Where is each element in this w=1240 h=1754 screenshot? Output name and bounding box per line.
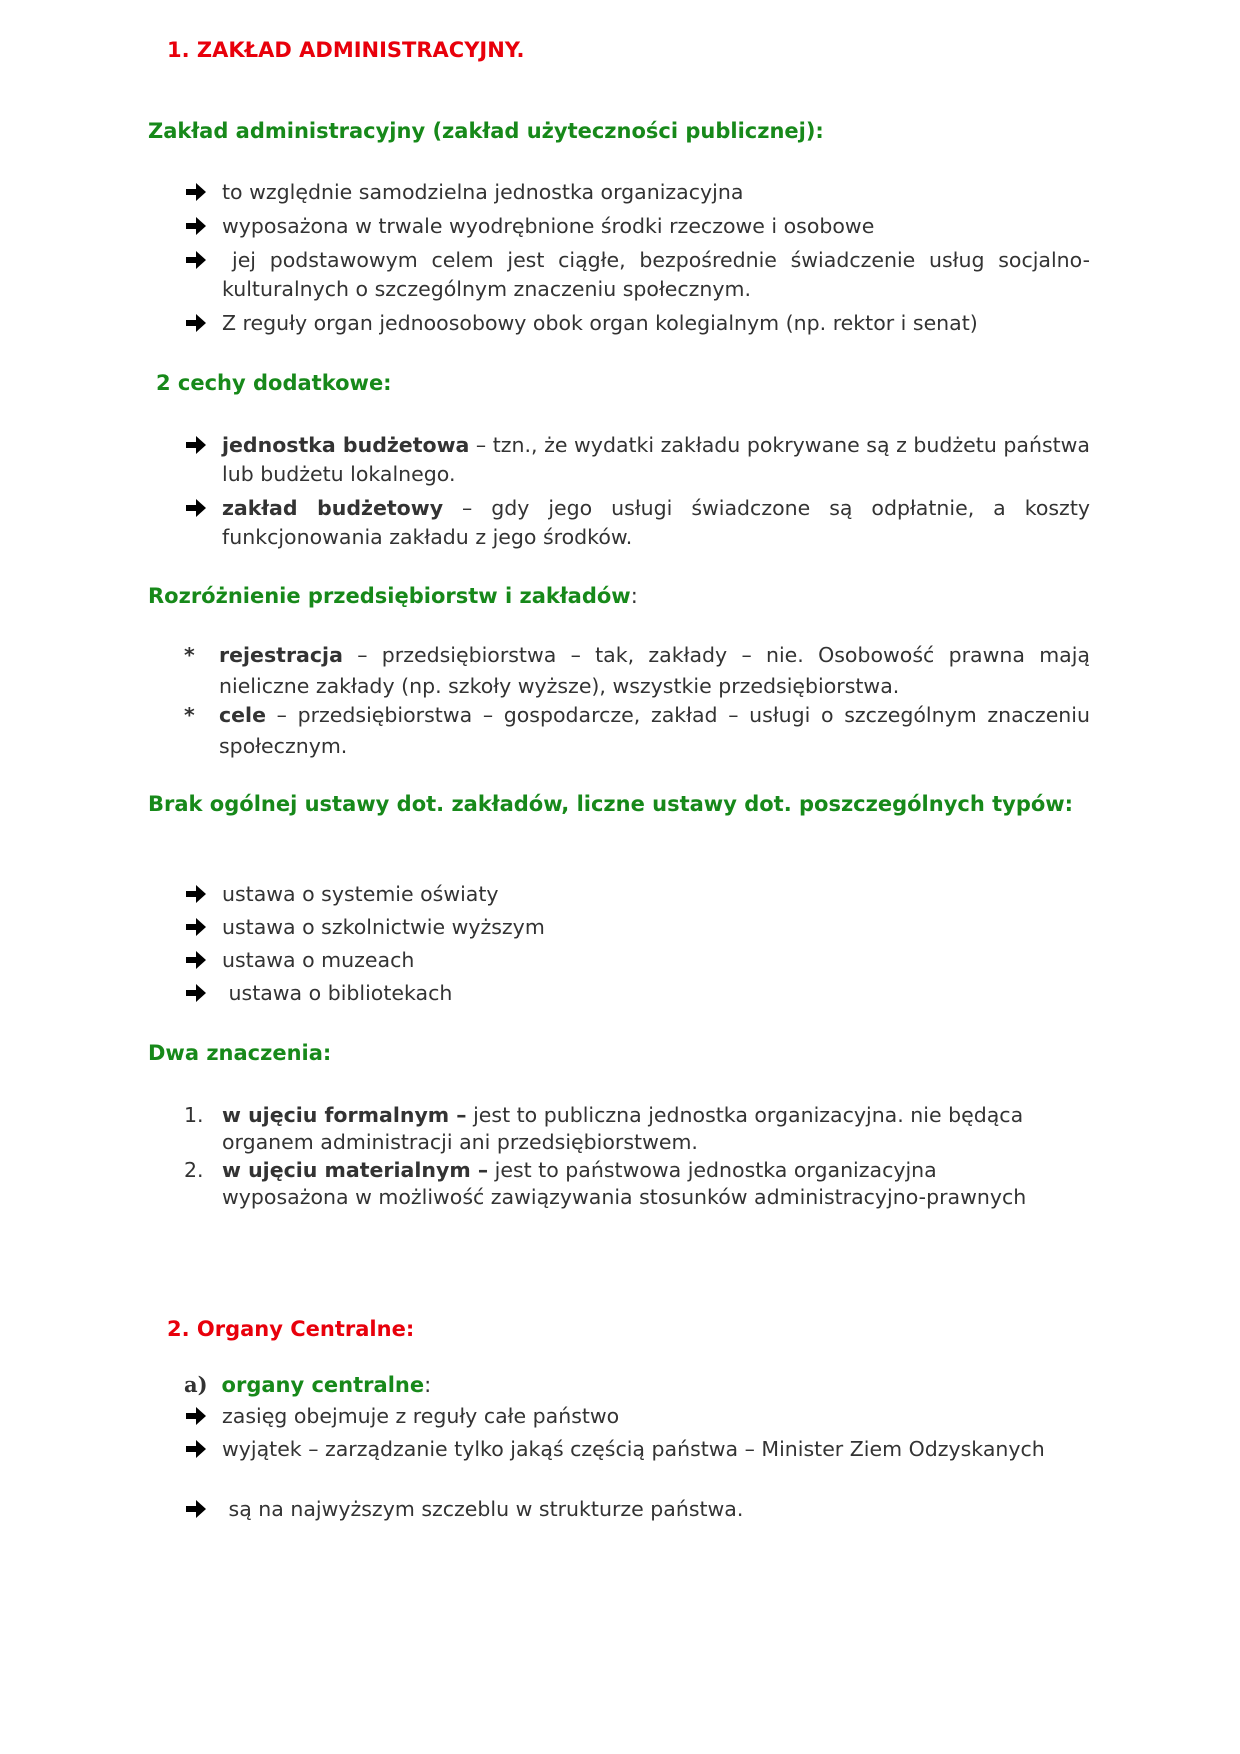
laws-heading: Brak ogólnej ustawy dot. zakładów, liczne ustawy dot. poszczególnych typów:: [148, 792, 1074, 816]
features-heading: 2 cechy dodatkowe:: [156, 371, 392, 395]
arrow-right-icon: [184, 250, 208, 270]
list-item: * rejestracja – przedsiębiorstwa – tak, zakłady – nie. Osobowość prawna mają nieliczne zakłady (np. szkoły wyższe), wszystkie przedsiębiorstwa.: [184, 640, 1090, 702]
subsection-heading: a) organy centralne:: [184, 1372, 432, 1397]
arrow-right-icon: [184, 435, 208, 455]
arrow-right-icon: [184, 917, 208, 937]
arrow-right-icon: [184, 1439, 208, 1459]
list-item: ustawa o muzeach: [184, 946, 1090, 975]
list-item: wyposażona w trwale wyodrębnione środki rzeczowe i osobowe: [184, 212, 1090, 241]
list-item: Z reguły organ jednoosobowy obok organ kolegialnym (np. rektor i senat): [184, 309, 1090, 338]
list-item: * cele – przedsiębiorstwa – gospodarcze, zakład – usługi o szczególnym znaczeniu społecznym.: [184, 700, 1090, 762]
list-item: zakład budżetowy – gdy jego usługi świadczone są odpłatnie, a koszty funkcjonowania zakładu z jego środków.: [184, 494, 1090, 552]
list-item: są na najwyższym szczeblu w strukturze państwa.: [184, 1495, 1090, 1524]
list-item: zasięg obejmuje z reguły całe państwo: [184, 1402, 1090, 1431]
asterisk-marker: *: [184, 643, 195, 667]
differences-heading: Rozróżnienie przedsiębiorstw i zakładów:: [148, 584, 638, 608]
list-item: jednostka budżetowa – tzn., że wydatki zakładu pokrywane są z budżetu państwa lub budżetu lokalnego.: [184, 431, 1090, 489]
list-item: ustawa o bibliotekach: [184, 979, 1090, 1008]
numbered-item: 1. w ujęciu formalnym – jest to publiczna jednostka organizacyjna. nie będąca organem administracji ani przedsiębiorstwem.: [184, 1103, 1024, 1154]
arrow-right-icon: [184, 498, 208, 518]
list-item: ustawa o systemie oświaty: [184, 880, 1090, 909]
arrow-right-icon: [184, 884, 208, 904]
arrow-right-icon: [184, 182, 208, 202]
arrow-right-icon: [184, 950, 208, 970]
arrow-right-icon: [184, 1499, 208, 1519]
list-item: wyjątek – zarządzanie tylko jakąś częścią państwa – Minister Ziem Odzyskanych: [184, 1435, 1090, 1464]
arrow-right-icon: [184, 313, 208, 333]
list-item: ustawa o szkolnictwie wyższym: [184, 913, 1090, 942]
arrow-right-icon: [184, 216, 208, 236]
meanings-heading: Dwa znaczenia:: [148, 1041, 332, 1065]
section-1-title: 1. ZAKŁAD ADMINISTRACYJNY.: [167, 38, 525, 62]
asterisk-marker: *: [184, 703, 195, 727]
definition-heading: Zakład administracyjny (zakład użyteczności publicznej):: [148, 119, 824, 143]
numbered-item: 2. w ujęciu materialnym – jest to państwowa jednostka organizacyjna wyposażona w możliwość zawiązywania stosunków administracyjno-prawnych: [184, 1158, 1027, 1209]
arrow-right-icon: [184, 983, 208, 1003]
list-item: jej podstawowym celem jest ciągłe, bezpośrednie świadczenie usług socjalno-kulturalnych o szczególnym znaczeniu społecznym.: [184, 246, 1090, 304]
section-2-title: 2. Organy Centralne:: [167, 1317, 415, 1341]
arrow-right-icon: [184, 1406, 208, 1426]
list-item: to względnie samodzielna jednostka organizacyjna: [184, 178, 1090, 207]
